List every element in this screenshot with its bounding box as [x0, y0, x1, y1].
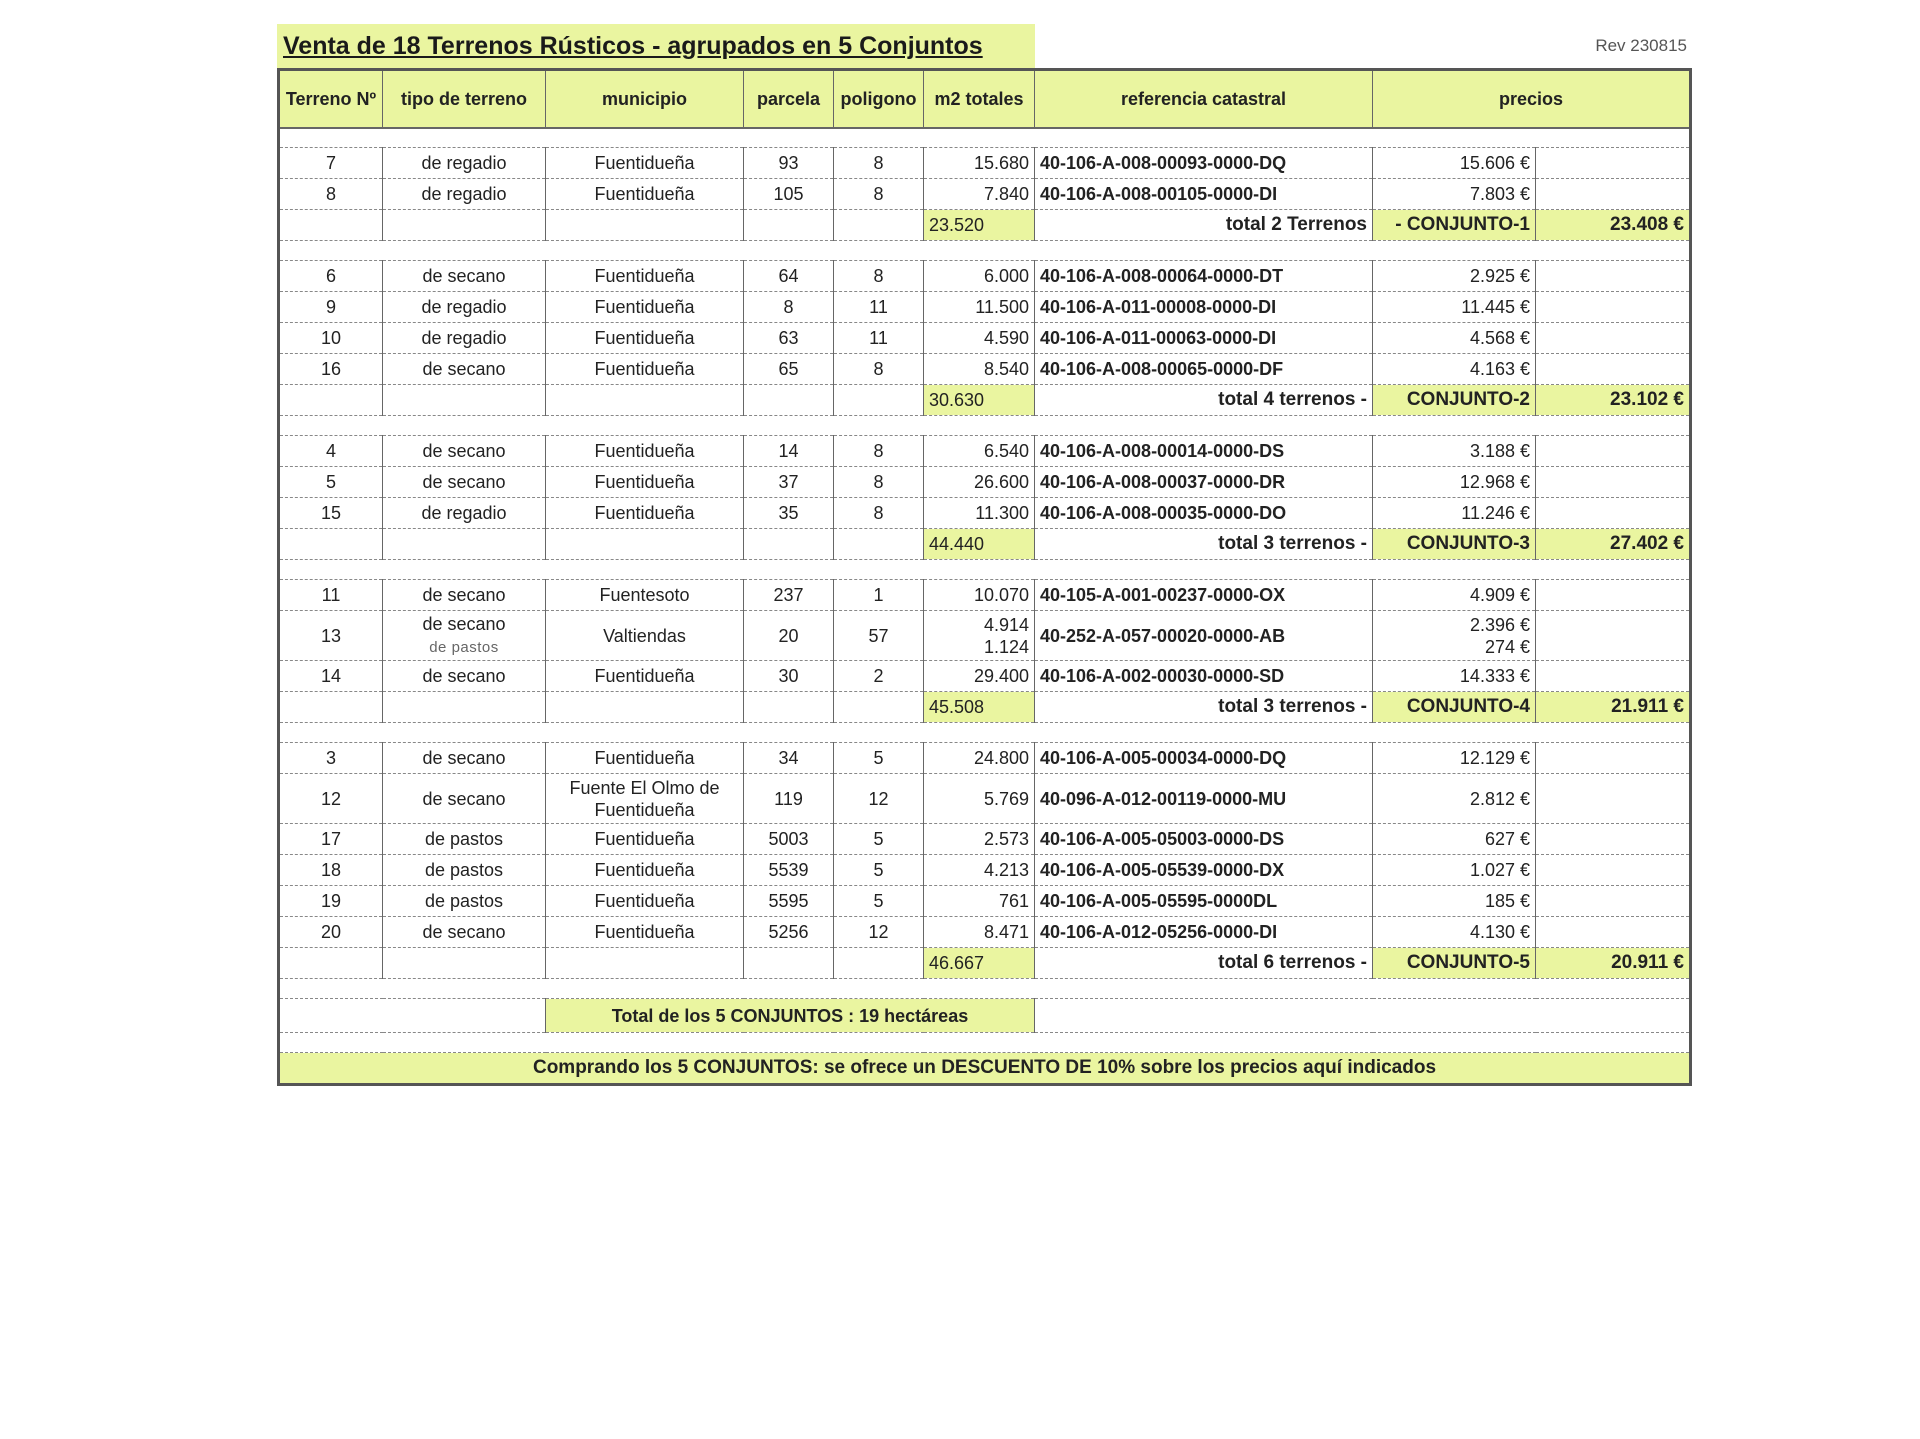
cell-m2: 6.540	[924, 436, 1035, 467]
cell-precio: 4.163 €	[1373, 354, 1536, 385]
cell-poligono: 8	[834, 498, 924, 529]
table-row	[279, 323, 1691, 354]
cell-parcela: 5539	[744, 855, 834, 886]
cell-precio-total-blank	[1536, 743, 1691, 774]
cell-m2: 2.573	[924, 824, 1035, 855]
cell-parcela: 237	[744, 580, 834, 611]
spacer-cell	[279, 723, 1691, 743]
total-m2: 44.440	[924, 529, 1035, 560]
table-row	[279, 774, 1691, 824]
cell-precio: 2.925 €	[1373, 261, 1536, 292]
cell-precio: 3.188 €	[1373, 436, 1536, 467]
conjunto-name: CONJUNTO-5	[1373, 948, 1536, 979]
spacer-cell	[279, 416, 1691, 436]
title-blank	[1035, 24, 1557, 68]
conjunto-total-row	[279, 692, 1691, 723]
cell-municipio: Fuentesoto	[546, 580, 744, 611]
total-blank-cell	[279, 948, 383, 979]
table-row	[279, 292, 1691, 323]
cell-terreno: 19	[279, 886, 383, 917]
total-blank-cell	[546, 948, 744, 979]
cell-terreno: 20	[279, 917, 383, 948]
total-blank-cell	[383, 210, 546, 241]
cell-municipio: Fuentidueña	[546, 917, 744, 948]
cell-referencia: 40-106-A-008-00065-0000-DF	[1035, 354, 1373, 385]
cell-poligono: 5	[834, 886, 924, 917]
cell-referencia: 40-106-A-005-00034-0000-DQ	[1035, 743, 1373, 774]
cell-precio-total-blank	[1536, 611, 1691, 661]
cell-precio-total-blank	[1536, 292, 1691, 323]
cell-parcela: 30	[744, 661, 834, 692]
total-label: total 3 terrenos -	[1035, 529, 1373, 560]
cell-tipo: de secano	[383, 580, 546, 611]
cell-parcela: 14	[744, 436, 834, 467]
cell-referencia: 40-106-A-005-05595-0000DL	[1035, 886, 1373, 917]
sheet-title: Venta de 18 Terrenos Rústicos - agrupados en 5 Conjuntos	[277, 24, 1035, 68]
cell-referencia: 40-252-A-057-00020-0000-AB	[1035, 611, 1373, 661]
total-label: total 4 terrenos -	[1035, 385, 1373, 416]
spacer-row	[279, 560, 1691, 580]
cell-referencia: 40-106-A-008-00035-0000-DO	[1035, 498, 1373, 529]
cell-precio-total-blank	[1536, 354, 1691, 385]
cell-tipo: de regadio	[383, 323, 546, 354]
summary-blank-left	[279, 999, 546, 1033]
cell-parcela: 35	[744, 498, 834, 529]
cell-terreno: 10	[279, 323, 383, 354]
m2-line-1: 4.914	[983, 614, 1029, 635]
cell-tipo: de secano	[383, 467, 546, 498]
cell-m2: 11.500	[924, 292, 1035, 323]
conjunto-name: - CONJUNTO-1	[1373, 210, 1536, 241]
cell-poligono: 11	[834, 323, 924, 354]
cell-municipio: Fuentidueña	[546, 886, 744, 917]
cell-precio: 12.129 €	[1373, 743, 1536, 774]
table-row	[279, 436, 1691, 467]
total-label: total 3 terrenos -	[1035, 692, 1373, 723]
cell-referencia: 40-105-A-001-00237-0000-OX	[1035, 580, 1373, 611]
cell-terreno: 13	[279, 611, 383, 661]
table-row	[279, 148, 1691, 179]
cell-tipo: de secano	[383, 774, 546, 824]
header-row	[279, 70, 1691, 128]
cell-m2: 15.680	[924, 148, 1035, 179]
cell-precio-total-blank	[1536, 467, 1691, 498]
cell-precio-total-blank	[1536, 824, 1691, 855]
cell-referencia: 40-106-A-011-00063-0000-DI	[1035, 323, 1373, 354]
cell-terreno: 9	[279, 292, 383, 323]
total-blank-cell	[383, 385, 546, 416]
header-precios: precios	[1373, 70, 1691, 128]
header-terreno: Terreno Nº	[279, 70, 383, 128]
cell-terreno: 5	[279, 467, 383, 498]
cell-precio: 12.968 €	[1373, 467, 1536, 498]
cell-precio-total-blank	[1536, 436, 1691, 467]
cell-municipio: Fuentidueña	[546, 292, 744, 323]
spacer-row	[279, 1033, 1691, 1053]
cell-poligono: 8	[834, 261, 924, 292]
cell-municipio: Fuentidueña	[546, 824, 744, 855]
cell-parcela: 64	[744, 261, 834, 292]
cell-tipo: de pastos	[383, 855, 546, 886]
cell-precio: 11.246 €	[1373, 498, 1536, 529]
cell-terreno: 15	[279, 498, 383, 529]
total-blank-cell	[834, 529, 924, 560]
summary-blank-right	[1035, 999, 1691, 1033]
total-blank-cell	[383, 948, 546, 979]
cell-m2: 761	[924, 886, 1035, 917]
table-row	[279, 824, 1691, 855]
cell-poligono: 8	[834, 467, 924, 498]
cell-precio: 4.130 €	[1373, 917, 1536, 948]
cell-precio: 4.909 €	[1373, 580, 1536, 611]
table-row	[279, 354, 1691, 385]
total-blank-cell	[279, 210, 383, 241]
total-blank-cell	[744, 210, 834, 241]
m2-line-2: 1.124	[983, 636, 1029, 657]
cell-precio: 2.812 €	[1373, 774, 1536, 824]
conjunto-name: CONJUNTO-2	[1373, 385, 1536, 416]
summary-text: Total de los 5 CONJUNTOS : 19 hectáreas	[546, 999, 1035, 1033]
cell-parcela: 37	[744, 467, 834, 498]
cell-tipo: de secano	[383, 917, 546, 948]
conjunto-name: CONJUNTO-4	[1373, 692, 1536, 723]
cell-precio-total-blank	[1536, 886, 1691, 917]
cell-parcela: 34	[744, 743, 834, 774]
total-blank-cell	[834, 948, 924, 979]
cell-terreno: 18	[279, 855, 383, 886]
cell-precio: 185 €	[1373, 886, 1536, 917]
cell-municipio: Fuentidueña	[546, 261, 744, 292]
cell-municipio: Fuente El Olmo de Fuentidueña	[546, 774, 744, 824]
cell-municipio: Fuentidueña	[546, 354, 744, 385]
total-blank-cell	[744, 692, 834, 723]
spacer-cell	[279, 128, 1691, 148]
cell-parcela: 5256	[744, 917, 834, 948]
cell-tipo: de regadio	[383, 498, 546, 529]
header-referencia: referencia catastral	[1035, 70, 1373, 128]
cell-precio-total-blank	[1536, 179, 1691, 210]
cell-poligono: 12	[834, 917, 924, 948]
cell-terreno: 7	[279, 148, 383, 179]
cell-referencia: 40-106-A-011-00008-0000-DI	[1035, 292, 1373, 323]
cell-precio	[1373, 611, 1536, 661]
terrenos-table	[277, 68, 1692, 1086]
spacer-row	[279, 416, 1691, 436]
cell-precio: 15.606 €	[1373, 148, 1536, 179]
spacer-row	[279, 723, 1691, 743]
cell-tipo: de regadio	[383, 179, 546, 210]
header-tipo: tipo de terreno	[383, 70, 546, 128]
cell-terreno: 8	[279, 179, 383, 210]
cell-precio: 11.445 €	[1373, 292, 1536, 323]
cell-terreno: 3	[279, 743, 383, 774]
summary-row	[279, 999, 1691, 1033]
cell-municipio: Fuentidueña	[546, 436, 744, 467]
cell-poligono: 8	[834, 148, 924, 179]
table-row	[279, 917, 1691, 948]
cell-tipo: de secano	[383, 436, 546, 467]
cell-precio-total-blank	[1536, 855, 1691, 886]
cell-m2: 24.800	[924, 743, 1035, 774]
cell-poligono: 12	[834, 774, 924, 824]
cell-m2: 10.070	[924, 580, 1035, 611]
cell-municipio: Fuentidueña	[546, 855, 744, 886]
cell-m2: 26.600	[924, 467, 1035, 498]
cell-parcela: 5003	[744, 824, 834, 855]
cell-poligono: 8	[834, 436, 924, 467]
cell-municipio: Fuentidueña	[546, 743, 744, 774]
total-blank-cell	[279, 529, 383, 560]
cell-parcela: 65	[744, 354, 834, 385]
tipo-line-1: de secano	[422, 613, 506, 634]
total-price: 20.911 €	[1536, 948, 1691, 979]
cell-municipio: Fuentidueña	[546, 467, 744, 498]
header-m2: m2 totales	[924, 70, 1035, 128]
cell-terreno: 14	[279, 661, 383, 692]
total-label: total 6 terrenos -	[1035, 948, 1373, 979]
total-price: 27.402 €	[1536, 529, 1691, 560]
header-municipio: municipio	[546, 70, 744, 128]
total-blank-cell	[744, 948, 834, 979]
table-row	[279, 855, 1691, 886]
total-blank-cell	[383, 692, 546, 723]
spacer-cell	[279, 241, 1691, 261]
table-row	[279, 498, 1691, 529]
cell-m2: 4.590	[924, 323, 1035, 354]
cell-terreno: 12	[279, 774, 383, 824]
cell-poligono: 5	[834, 824, 924, 855]
conjunto-total-row	[279, 529, 1691, 560]
cell-tipo: de secano	[383, 261, 546, 292]
cell-m2: 29.400	[924, 661, 1035, 692]
table-row	[279, 743, 1691, 774]
cell-m2: 8.471	[924, 917, 1035, 948]
cell-tipo: de secano	[383, 354, 546, 385]
cell-parcela: 105	[744, 179, 834, 210]
cell-parcela: 20	[744, 611, 834, 661]
title-row	[277, 24, 1689, 68]
cell-m2: 11.300	[924, 498, 1035, 529]
total-blank-cell	[834, 385, 924, 416]
total-blank-cell	[834, 692, 924, 723]
total-blank-cell	[546, 210, 744, 241]
conjunto-name: CONJUNTO-3	[1373, 529, 1536, 560]
revision-label: Rev 230815	[1595, 36, 1687, 55]
cell-precio: 7.803 €	[1373, 179, 1536, 210]
cell-tipo	[383, 611, 546, 661]
cell-municipio: Fuentidueña	[546, 498, 744, 529]
total-blank-cell	[744, 529, 834, 560]
cell-terreno: 4	[279, 436, 383, 467]
cell-poligono: 5	[834, 855, 924, 886]
cell-m2: 6.000	[924, 261, 1035, 292]
cell-precio-total-blank	[1536, 323, 1691, 354]
table-row	[279, 261, 1691, 292]
cell-tipo: de regadio	[383, 148, 546, 179]
header-poligono: poligono	[834, 70, 924, 128]
cell-parcela: 63	[744, 323, 834, 354]
cell-m2	[924, 611, 1035, 661]
total-price: 23.408 €	[1536, 210, 1691, 241]
cell-parcela: 119	[744, 774, 834, 824]
total-label: total 2 Terrenos	[1035, 210, 1373, 241]
spacer-cell	[279, 560, 1691, 580]
cell-tipo: de pastos	[383, 824, 546, 855]
table-row	[279, 179, 1691, 210]
spacer-cell	[279, 1033, 1691, 1053]
cell-referencia: 40-106-A-008-00064-0000-DT	[1035, 261, 1373, 292]
cell-parcela: 5595	[744, 886, 834, 917]
cell-referencia: 40-106-A-008-00105-0000-DI	[1035, 179, 1373, 210]
cell-municipio: Fuentidueña	[546, 148, 744, 179]
spreadsheet	[277, 24, 1689, 1086]
total-m2: 45.508	[924, 692, 1035, 723]
cell-m2: 8.540	[924, 354, 1035, 385]
total-m2: 30.630	[924, 385, 1035, 416]
cell-tipo: de secano	[383, 743, 546, 774]
cell-terreno: 6	[279, 261, 383, 292]
precio-line-2: 274 €	[1484, 636, 1530, 657]
total-blank-cell	[279, 692, 383, 723]
discount-text: Comprando los 5 CONJUNTOS: se ofrece un DESCUENTO DE 10% sobre los precios aquí indicados	[279, 1053, 1691, 1085]
conjunto-total-row	[279, 948, 1691, 979]
cell-m2: 5.769	[924, 774, 1035, 824]
cell-m2: 4.213	[924, 855, 1035, 886]
total-blank-cell	[546, 529, 744, 560]
cell-poligono: 2	[834, 661, 924, 692]
table-row	[279, 580, 1691, 611]
cell-tipo: de regadio	[383, 292, 546, 323]
spacer-row	[279, 241, 1691, 261]
cell-precio: 1.027 €	[1373, 855, 1536, 886]
cell-precio-total-blank	[1536, 261, 1691, 292]
total-m2: 46.667	[924, 948, 1035, 979]
total-price: 21.911 €	[1536, 692, 1691, 723]
cell-referencia: 40-106-A-002-00030-0000-SD	[1035, 661, 1373, 692]
table-row	[279, 886, 1691, 917]
cell-poligono: 1	[834, 580, 924, 611]
cell-referencia: 40-106-A-008-00093-0000-DQ	[1035, 148, 1373, 179]
cell-poligono: 8	[834, 354, 924, 385]
total-blank-cell	[744, 385, 834, 416]
table-row	[279, 467, 1691, 498]
conjunto-total-row	[279, 210, 1691, 241]
cell-referencia: 40-106-A-008-00037-0000-DR	[1035, 467, 1373, 498]
cell-poligono: 5	[834, 743, 924, 774]
cell-referencia: 40-106-A-012-05256-0000-DI	[1035, 917, 1373, 948]
cell-parcela: 8	[744, 292, 834, 323]
cell-precio-total-blank	[1536, 498, 1691, 529]
total-blank-cell	[546, 385, 744, 416]
cell-referencia: 40-106-A-008-00014-0000-DS	[1035, 436, 1373, 467]
cell-precio-total-blank	[1536, 917, 1691, 948]
total-m2: 23.520	[924, 210, 1035, 241]
cell-precio-total-blank	[1536, 580, 1691, 611]
cell-municipio: Fuentidueña	[546, 661, 744, 692]
spacer-cell	[279, 979, 1691, 999]
cell-parcela: 93	[744, 148, 834, 179]
tipo-line-2: de pastos	[429, 638, 499, 656]
cell-municipio: Fuentidueña	[546, 323, 744, 354]
cell-referencia: 40-096-A-012-00119-0000-MU	[1035, 774, 1373, 824]
cell-poligono: 11	[834, 292, 924, 323]
spacer-row	[279, 128, 1691, 148]
table-row	[279, 661, 1691, 692]
cell-terreno: 11	[279, 580, 383, 611]
conjunto-total-row	[279, 385, 1691, 416]
cell-tipo: de secano	[383, 661, 546, 692]
precio-line-1: 2.396 €	[1469, 614, 1530, 635]
cell-tipo: de pastos	[383, 886, 546, 917]
cell-referencia: 40-106-A-005-05539-0000-DX	[1035, 855, 1373, 886]
table-row	[279, 611, 1691, 661]
total-blank-cell	[279, 385, 383, 416]
total-blank-cell	[383, 529, 546, 560]
cell-poligono: 8	[834, 179, 924, 210]
cell-precio: 4.568 €	[1373, 323, 1536, 354]
cell-poligono: 57	[834, 611, 924, 661]
cell-precio-total-blank	[1536, 774, 1691, 824]
cell-municipio: Fuentidueña	[546, 179, 744, 210]
cell-municipio: Valtiendas	[546, 611, 744, 661]
cell-precio: 14.333 €	[1373, 661, 1536, 692]
total-blank-cell	[546, 692, 744, 723]
cell-precio-total-blank	[1536, 148, 1691, 179]
cell-terreno: 16	[279, 354, 383, 385]
cell-m2: 7.840	[924, 179, 1035, 210]
total-blank-cell	[834, 210, 924, 241]
cell-precio-total-blank	[1536, 661, 1691, 692]
header-parcela: parcela	[744, 70, 834, 128]
cell-precio: 627 €	[1373, 824, 1536, 855]
cell-referencia: 40-106-A-005-05003-0000-DS	[1035, 824, 1373, 855]
spacer-row	[279, 979, 1691, 999]
discount-row	[279, 1053, 1691, 1085]
cell-terreno: 17	[279, 824, 383, 855]
total-price: 23.102 €	[1536, 385, 1691, 416]
